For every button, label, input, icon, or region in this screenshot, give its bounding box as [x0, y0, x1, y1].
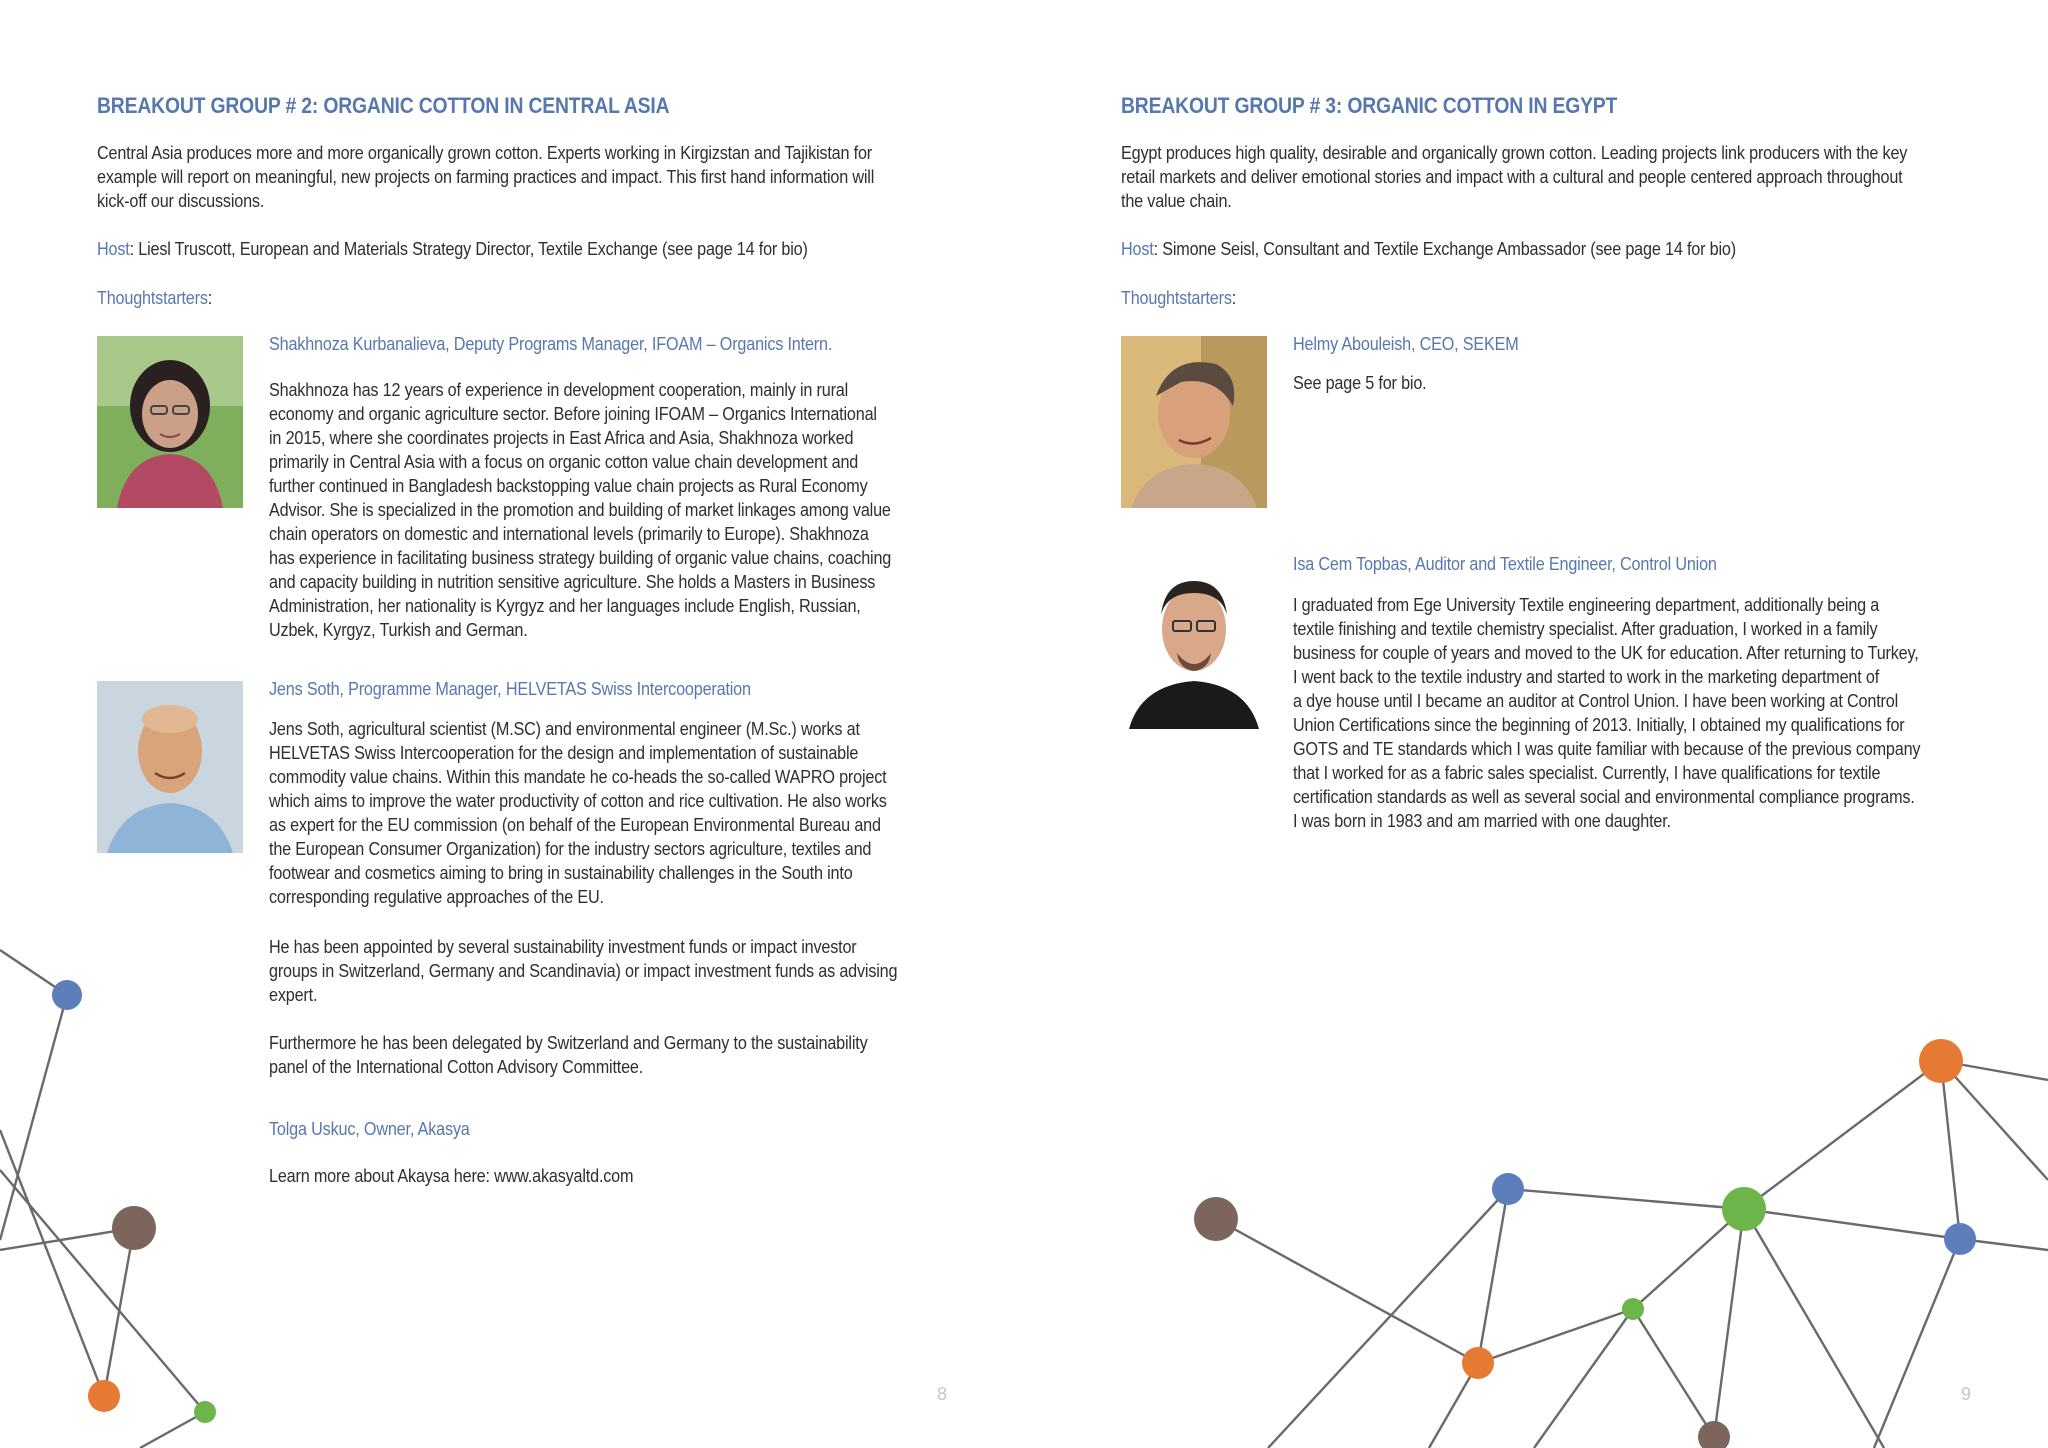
speaker-bio-shakhnoza: Shakhnoza has 12 years of experience in development cooperation, mainly in rural economy and organic agriculture sector. Before joining IFOAM – Organics International in 2015, where she coordinates projects in East Africa and Asia, Shakhnoza worked primarily in Central Asia with a focus on organic cotton value chain development and further continued in Bangladesh backstopping value chain projects as Rural Economy Advisor. She is specialized in the promotion and building of market linkages among value chain operators on domestic and international levels (primarily to Europe). Shakhnoza has experience in facilitating business strategy building of organic value chains, coaching and capacity building in nutrition sensitive agriculture. She holds a Masters in Business Administration, her nationality is Kyrgyz and her languages include English, Russian, Uzbek, Kyrgyz, Turkish and German. — [269, 380, 892, 640]
host-text: : Simone Seisl, Consultant and Textile Exchange Ambassador (see page 14 for bio) — [1153, 239, 1736, 259]
speaker-bio-tolga: Learn more about Akaysa here: www.akasyaltd.com — [269, 1166, 634, 1186]
intro-paragraph: Central Asia produces more and more organically grown cotton. Experts working in Kirgizstan and Tajikistan for example will report on meaningful, new projects on farming practices and impact. This first hand information will kick-off our discussions. — [97, 143, 875, 211]
speaker-photo-helmy — [1121, 336, 1267, 508]
host-line — [1121, 237, 1931, 261]
page-heading: BREAKOUT GROUP # 3: ORGANIC COTTON IN EGYPT — [1121, 93, 1618, 118]
page-number: 9 — [1961, 1384, 1972, 1404]
speaker-photo-isa — [1121, 557, 1267, 729]
right-page — [1024, 0, 2048, 1448]
intro-paragraph: Egypt produces high quality, desirable and organically grown cotton. Leading projects link producers with the key retail markets and deliver emotional stories and impact with a cultural and people centered approach throughout the value chain. — [1121, 143, 1908, 211]
speaker-photo-jens — [97, 681, 243, 853]
speaker-name-jens: Jens Soth, Programme Manager, HELVETAS Swiss Intercooperation — [269, 679, 751, 699]
speaker-bio-isa: I graduated from Ege University Textile engineering department, additionally being a textile finishing and textile chemistry specialist. After graduation, I worked in a family business for couple of years and moved to the UK for education. After returning to Turkey, I went back to the textile industry and started to work in the marketing department of a dye house until I became an auditor at Control Union. I have been working at Control Union Certifications since the beginning of 2013. Initially, I obtained my qualifications for GOTS and TE standards which I was quite familiar with because of the previous company that I worked for as a fabric sales specialist. Currently, I have qualifications for textile certification standards as well as several social and environmental compliance programs. I was born in 1983 and am married with one daughter. — [1293, 595, 1921, 831]
speaker-name-tolga: Tolga Uskuc, Owner, Akasya — [269, 1119, 470, 1139]
host-label: Host — [97, 239, 130, 259]
speaker-name-helmy: Helmy Abouleish, CEO, SEKEM — [1293, 334, 1519, 354]
host-label: Host — [1121, 239, 1154, 259]
thoughtstarters-label: Thoughtstarters: — [97, 288, 213, 308]
speaker-photo-shakhnoza — [97, 336, 243, 508]
speaker-name-isa: Isa Cem Topbas, Auditor and Textile Engineer, Control Union — [1293, 554, 1717, 574]
page-heading: BREAKOUT GROUP # 2: ORGANIC COTTON IN CENTRAL ASIA — [97, 93, 670, 118]
speaker-bio-jens-3: Furthermore he has been delegated by Switzerland and Germany to the sustainability panel of the International Cotton Advisory Committee. — [269, 1033, 868, 1077]
speaker-name-shakhnoza: Shakhnoza Kurbanalieva, Deputy Programs Manager, IFOAM – Organics Intern. — [269, 334, 833, 354]
host-text: : Liesl Truscott, European and Materials Strategy Director, Textile Exchange (see page 14 for bio) — [129, 239, 808, 259]
speaker-bio-helmy: See page 5 for bio. — [1293, 373, 1427, 393]
page-number: 8 — [937, 1384, 948, 1404]
speaker-bio-jens: Jens Soth, agricultural scientist (M.SC) and environmental engineer (M.Sc.) works at HELVETAS Swiss Intercooperation for the design and implementation of sustainable commodity value chains. Within this mandate he co-heads the so-called WAPRO project which aims to improve the water productivity of cotton and rice cultivation. He also works as expert for the EU commission (on behalf of the European Environmental Bureau and the European Consumer Organization) for the industry sectors agriculture, textiles and footwear and cosmetics aiming to bring in sustainability challenges in the South into corresponding regulative approaches of the EU. — [269, 719, 887, 907]
speaker-bio-jens-2: He has been appointed by several sustainability investment funds or impact investor groups in Switzerland, Germany and Scandinavia) or impact investment funds as advising expert. — [269, 937, 898, 1005]
thoughtstarters-label: Thoughtstarters: — [1121, 288, 1237, 308]
host-line — [97, 237, 907, 261]
